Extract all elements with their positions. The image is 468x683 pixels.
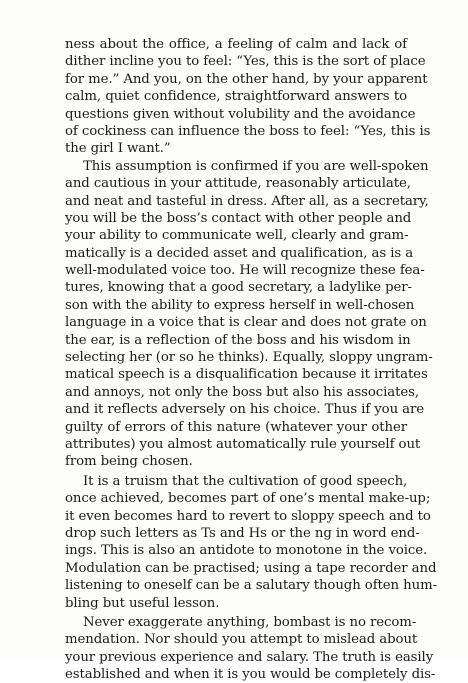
text-line: Never exaggerate anything, bombast is no recom- <box>83 614 417 630</box>
text-line: dither incline you to feel: “Yes, this is the sort of place <box>65 54 426 70</box>
text-line: It is a truism that the cultivation of good speech, <box>83 473 408 489</box>
text-line: Modulation can be practised; using a tape recorder and <box>65 560 437 576</box>
text-line: This assumption is confirmed if you are well-spoken <box>83 158 429 174</box>
text-line: questions given without volubility and the avoidance <box>65 106 416 122</box>
text-line: it even becomes hard to revert to sloppy speech and to <box>65 508 431 524</box>
text-line: and annoys, not only the boss but also his associates, <box>65 384 419 400</box>
text-line: drop such letters as Ts and Hs or the ng in word end- <box>65 525 420 541</box>
paragraph-1 <box>65 36 431 158</box>
text-line: of cockiness can influence the boss to feel: “Yes, this is <box>65 123 431 139</box>
text-line: attributes) you almost automatically rule yourself out <box>65 436 421 452</box>
text-line: and neat and tasteful in dress. After all, as a secretary, <box>65 193 429 209</box>
text-line: tures, knowing that a good secretary, a ladylike per- <box>65 280 412 296</box>
text-line: well-modulated voice too. He will recognize these fea- <box>65 263 425 279</box>
text-line: ings. This is also an antidote to monotone in the voice. <box>65 543 428 559</box>
text-line: bling but useful lesson. <box>65 595 220 611</box>
text-line: your previous experience and salary. The truth is easily <box>65 649 434 665</box>
text-line: son with the ability to express herself in well-chosen <box>65 297 415 313</box>
text-line: calm, quiet confidence, straightforward answers to <box>65 89 407 105</box>
text-line: for me.” And you, on the other hand, by your apparent <box>65 71 428 87</box>
text-line: matical speech is a disqualification because it irritates <box>65 367 428 383</box>
paragraph-2 <box>65 158 433 471</box>
text-line: listening to oneself can be a salutary though often hum- <box>65 578 437 594</box>
text-line: you will be the boss’s contact with other people and <box>65 210 412 226</box>
paragraph-4 <box>65 614 436 683</box>
body-text <box>65 36 437 683</box>
text-line: from being chosen. <box>65 454 193 470</box>
text-line: and it reflects adversely on his choice. Thus if you are <box>65 402 425 418</box>
paragraph-3 <box>65 473 437 612</box>
text-line: guilty of errors of this nature (whatever your other <box>65 419 407 435</box>
text-line: language in a voice that is clear and does not grate on <box>65 315 427 331</box>
text-line: established and when it is you would be completely dis- <box>65 667 436 683</box>
text-line: and cautious in your attitude, reasonably articulate, <box>65 176 411 192</box>
text-line: the girl I want.” <box>65 141 171 157</box>
text-line: mendation. Nor should you attempt to mislead about <box>65 632 418 648</box>
text-line: your ability to communicate well, clearly and gram- <box>65 228 409 244</box>
text-line: selecting her (or so he thinks). Equally, sloppy ungram- <box>65 350 433 366</box>
text-line: matically is a decided asset and qualification, as is a <box>65 245 414 261</box>
text-line: ness about the office, a feeling of calm and lack of <box>65 37 407 52</box>
text-line: the ear, is a reflection of the boss and his wisdom in <box>65 332 411 348</box>
text-line: once achieved, becomes part of one’s mental make-up; <box>65 491 431 507</box>
